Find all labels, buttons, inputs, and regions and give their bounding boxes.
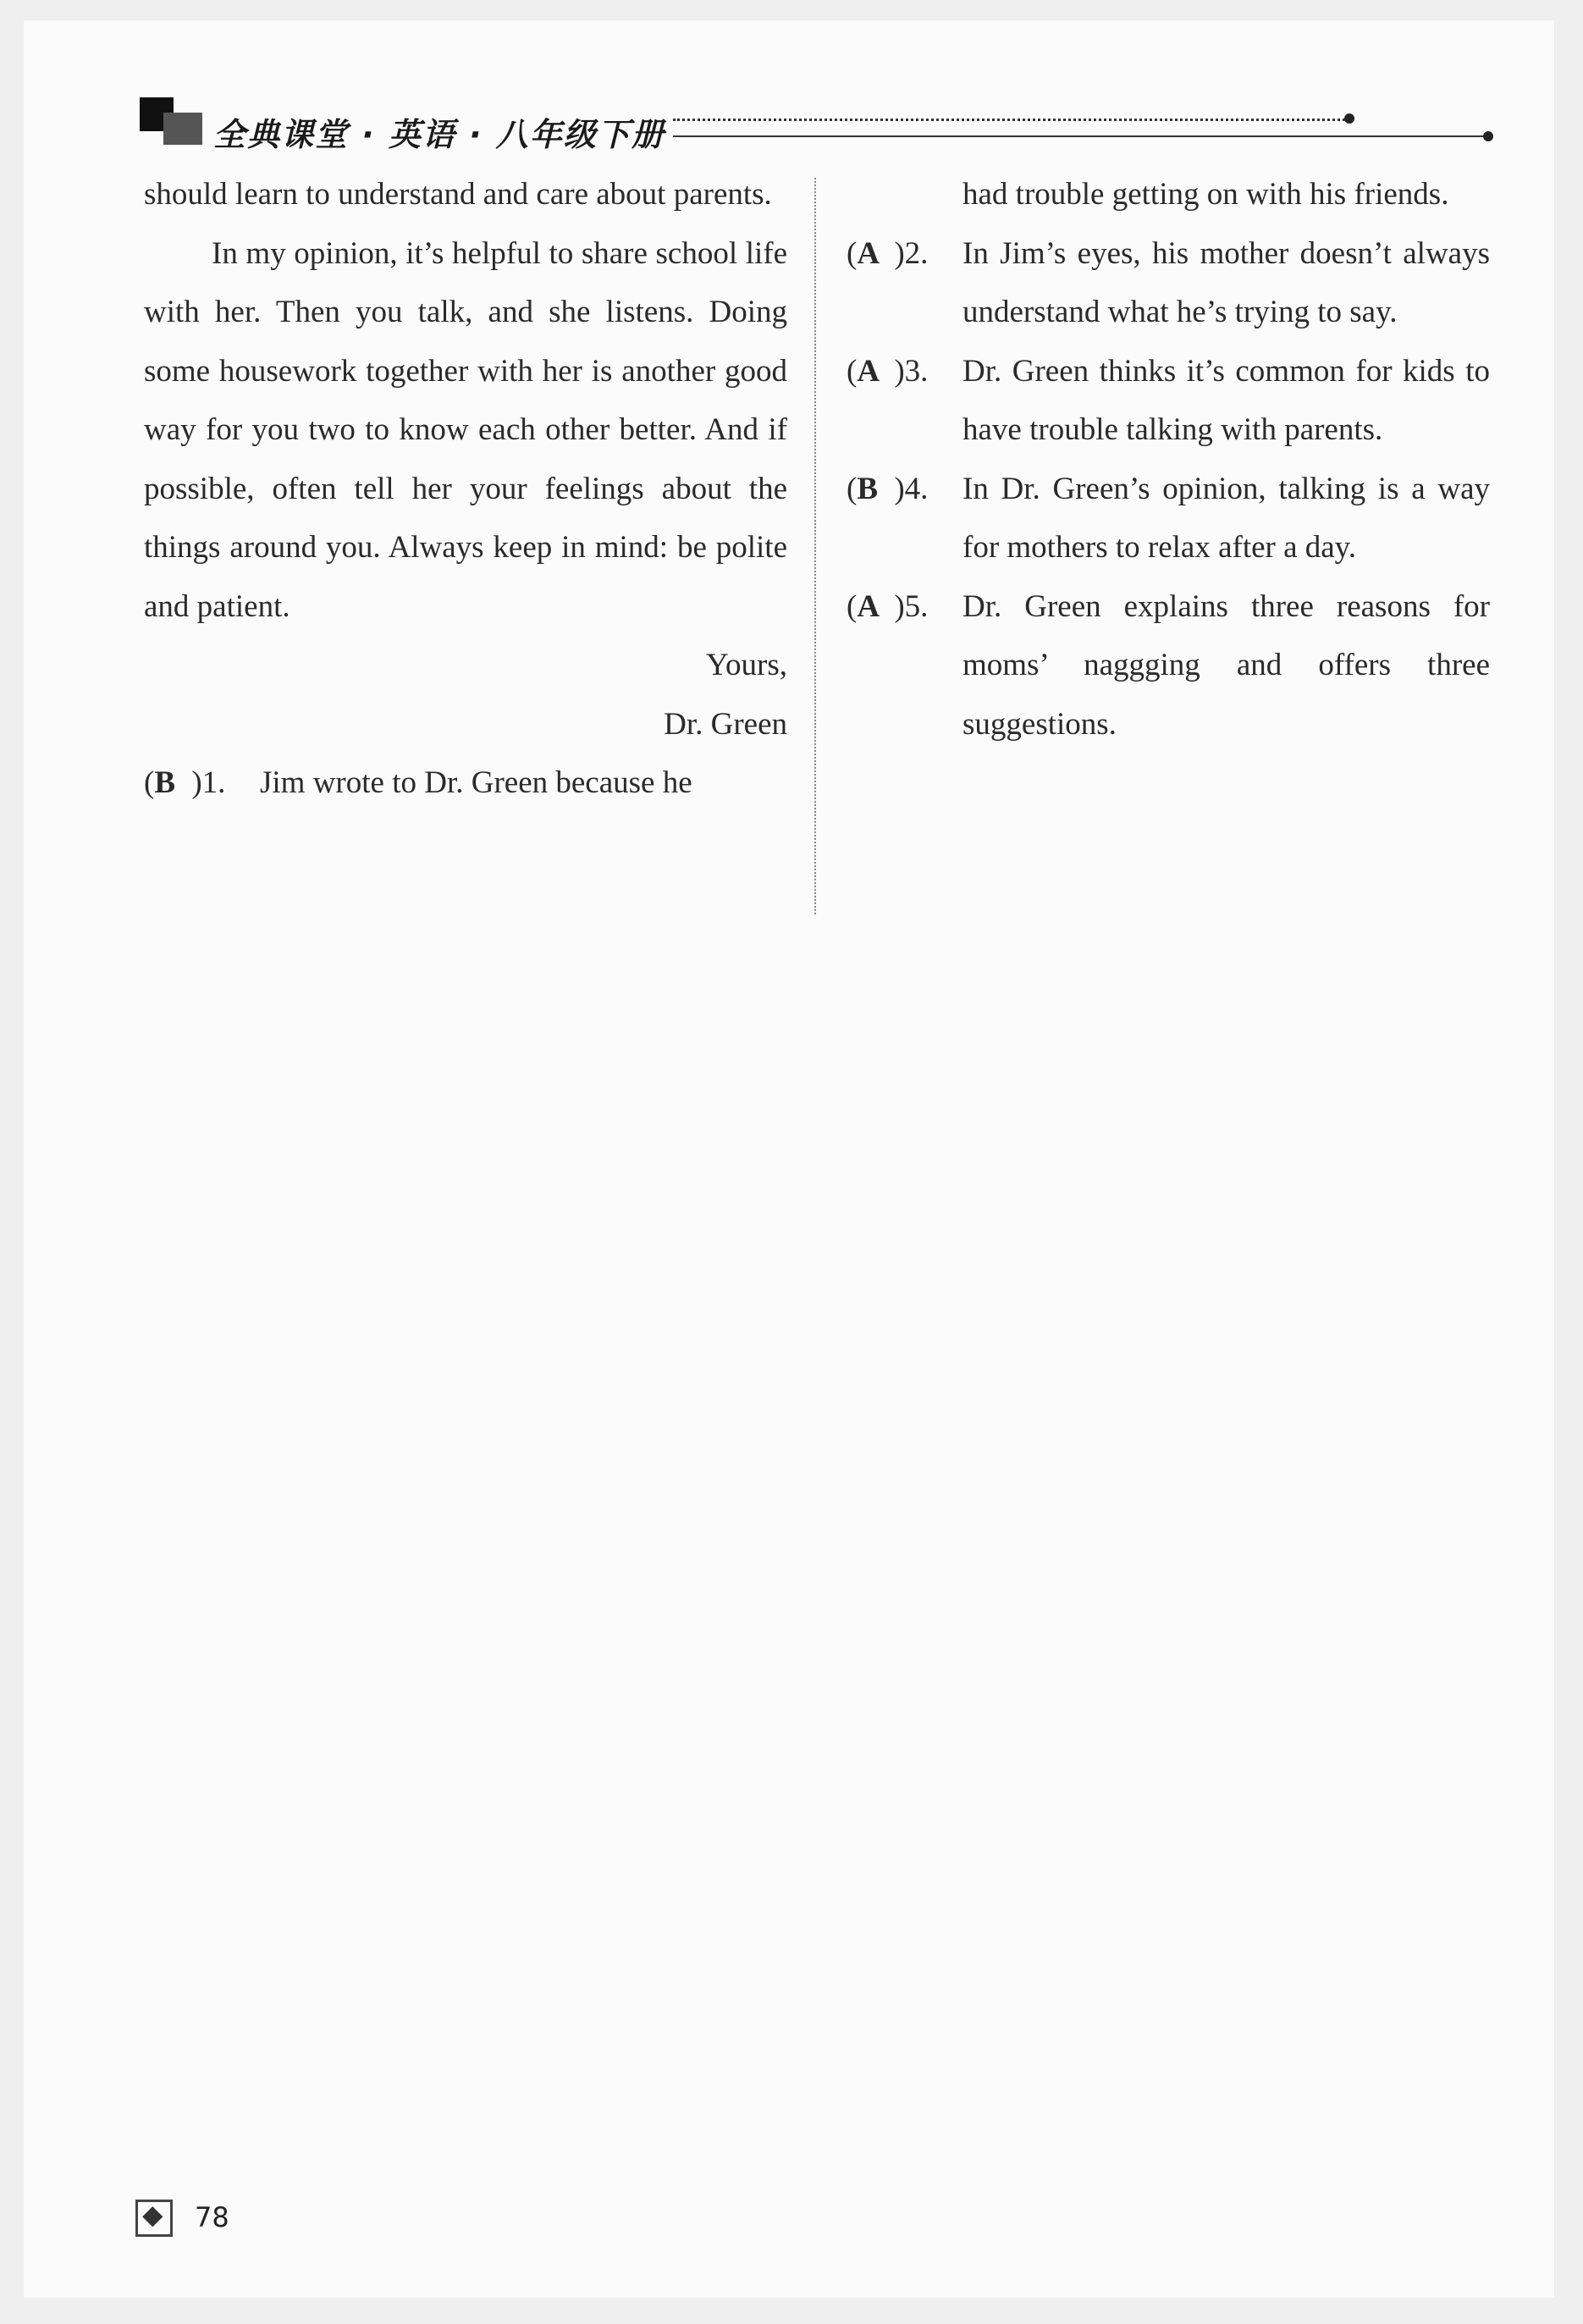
column-divider	[814, 178, 816, 914]
header-rule	[673, 135, 1486, 137]
header-logo-icon	[140, 97, 204, 146]
answer-4: B	[857, 471, 879, 506]
question-1-number: 1.	[201, 765, 226, 800]
paragraph-2: In my opinion, it’s helpful to share school life with her. Then you talk, and she listens. Doing some housework together with her is another good way for you two to know each other better. And if possible, often tell her your feelings about the things around you. Always keep in mind: be polite and patient.	[144, 235, 787, 624]
question-2-number: 2.	[904, 235, 929, 271]
header-dotted-rule	[673, 119, 1350, 121]
question-1-text: Jim wrote to Dr. Green because he	[260, 765, 692, 800]
letter-signature: Dr. Green	[664, 706, 787, 742]
question-1-continued: had trouble getting on with his friends.	[962, 177, 1449, 212]
letter-closing: Yours,	[706, 648, 787, 682]
question-2: (A )2. In Jim’s eyes, his mother doesn’t always understand what he’s trying to say.	[847, 224, 1490, 342]
header-dot	[1344, 113, 1354, 124]
page-diamond-icon	[135, 2200, 173, 2237]
answer-2: A	[857, 235, 880, 271]
question-3: (A )3. Dr. Green thinks it’s common for kids to have trouble talking with parents.	[847, 342, 1490, 460]
answer-3: A	[857, 353, 880, 389]
page-number: 78	[195, 2201, 229, 2233]
question-5: (A )5. Dr. Green explains three reasons for moms’ naggging and offers three suggestions.	[847, 577, 1490, 754]
question-2-text: In Jim’s eyes, his mother doesn’t always understand what he’s trying to say.	[962, 235, 1490, 329]
right-column	[847, 165, 1490, 754]
question-5-text: Dr. Green explains three reasons for moms’ naggging and offers three suggestions.	[962, 588, 1490, 742]
header-dot-end	[1483, 131, 1493, 141]
question-3-text: Dr. Green thinks it’s common for kids to have trouble talking with parents.	[962, 353, 1490, 447]
left-column	[144, 165, 787, 813]
question-4-text: In Dr. Green’s opinion, talking is a way for mothers to relax after a day.	[962, 471, 1490, 565]
question-1: (B )1. Jim wrote to Dr. Green because he	[144, 754, 787, 813]
header-title: 全典课堂 · 英语 · 八年级下册	[213, 116, 665, 153]
question-4-number: 4.	[904, 471, 929, 506]
paragraph-1: should learn to understand and care about parents.	[144, 177, 772, 212]
question-3-number: 3.	[904, 353, 929, 389]
answer-1: B	[154, 765, 176, 800]
question-5-number: 5.	[904, 588, 929, 624]
question-4: (B )4. In Dr. Green’s opinion, talking is a way for mothers to relax after a day.	[847, 460, 1490, 577]
answer-5: A	[857, 588, 880, 624]
